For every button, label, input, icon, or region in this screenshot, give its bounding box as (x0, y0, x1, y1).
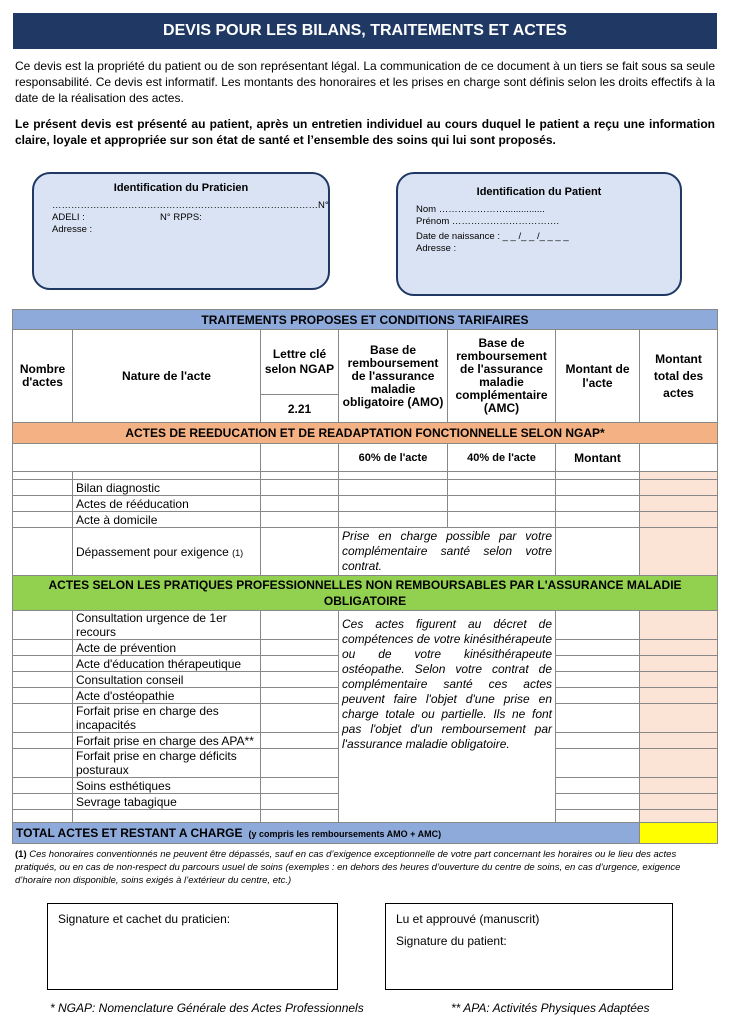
acte-count-input[interactable] (13, 480, 73, 496)
praticien-signature-box[interactable] (47, 903, 338, 990)
lettre-cell[interactable] (261, 672, 339, 688)
section-non-remboursable-rows (13, 611, 718, 823)
montant-cell[interactable] (556, 611, 640, 640)
table-row (13, 611, 718, 640)
lettre-cell[interactable] (261, 810, 339, 823)
footnote-text: Ces honoraires conventionnés ne peuvent être dépassés, sauf en cas d’exigence exceptionnelle de votre part concernant les horaires ou le lieu des actes pratiqués, ou en cas de non-respect du parcours usuel de soins (exemples : en dehors des heures d’ouverture du centre de soins, en cas d’urgence, exigence d’horaire non disponible, soins exigés à l’extérieur du centre, etc.) (15, 849, 681, 886)
tarif-table (12, 309, 718, 844)
patient-nom-field[interactable]: Nom …………………............... (416, 204, 545, 215)
total-cell[interactable] (640, 778, 718, 794)
intro-paragraph: Ce devis est la propriété du patient ou de son représentant légal. La communication de ce document à un tiers se fait sous sa seule responsabilité. Ce devis est informatif. Les montants des honoraires et les prises en charge sont définis selon les droits effectifs à la date de la réalisation des actes. (15, 59, 715, 105)
spacer-cell (261, 472, 339, 480)
acte-count-input[interactable] (13, 640, 73, 656)
col-amo-header: Base de remboursement de l'assurance maladie obligatoire (AMO) (339, 330, 448, 423)
acte-label: Forfait prise en charge des incapacités (73, 704, 261, 733)
acte-label: Soins esthétiques (73, 778, 261, 794)
patient-box-title: Identification du Patient (476, 186, 602, 198)
acte-label: Forfait prise en charge des APA** (73, 733, 261, 749)
montant-cell[interactable] (556, 656, 640, 672)
table-header: TRAITEMENTS PROPOSES ET CONDITIONS TARIFAIRES (13, 310, 718, 330)
col-total-header: Montant total des actes (640, 330, 718, 423)
lettre-cle-value: 2.21 (261, 395, 339, 423)
lettre-cell[interactable] (261, 688, 339, 704)
amo-cell[interactable] (339, 512, 448, 528)
depassement-montant-cell[interactable] (556, 528, 640, 576)
pct-amo-label: 60% de l'acte (339, 444, 448, 472)
acte-count-input[interactable] (13, 512, 73, 528)
col-nombre-header: Nombre d'actes (13, 330, 73, 423)
total-cell[interactable] (640, 512, 718, 528)
lettre-cell[interactable] (261, 749, 339, 778)
patient-approval-label: Lu et approuvé (manuscrit) (396, 912, 540, 926)
depassement-text: Dépassement pour exigence (76, 544, 229, 559)
total-label-cell (13, 823, 640, 844)
acte-count-input[interactable] (13, 688, 73, 704)
acte-label: Acte d'ostéopathie (73, 688, 261, 704)
spacer-cell (73, 472, 261, 480)
amc-cell[interactable] (448, 480, 556, 496)
acte-label: Sevrage tabagique (73, 794, 261, 810)
patient-signature-box[interactable] (385, 903, 673, 990)
lettre-cell[interactable] (261, 512, 339, 528)
total-cell[interactable] (640, 640, 718, 656)
table-row (13, 480, 718, 496)
lettre-cell[interactable] (261, 794, 339, 810)
montant-cell[interactable] (556, 810, 640, 823)
acte-label: Acte de prévention (73, 640, 261, 656)
col-lettre-header: Lettre clé selon NGAP (261, 330, 339, 395)
lettre-cell[interactable] (261, 611, 339, 640)
acte-label: Acte à domicile (73, 512, 261, 528)
ngap-definition: * NGAP: Nomenclature Générale des Actes Professionnels (50, 1001, 364, 1015)
acte-label: Forfait prise en charge déficits posturaux (73, 749, 261, 778)
sub-header-empty-lettre (261, 444, 339, 472)
sub-header-empty (13, 444, 261, 472)
acte-label: Consultation urgence de 1er recours (73, 611, 261, 640)
document-title: DEVIS POUR LES BILANS, TRAITEMENTS ET ACTES (13, 13, 717, 49)
praticien-ids-line (52, 212, 310, 224)
total-sublabel: (y compris les remboursements AMO + AMC) (248, 829, 442, 839)
montant-cell[interactable] (556, 704, 640, 733)
spacer-cell (448, 472, 556, 480)
praticien-box-title: Identification du Praticien (113, 182, 249, 194)
section-reeducation-header: ACTES DE REEDUCATION ET DE READAPTATION FONCTIONNELLE SELON NGAP* (13, 423, 718, 444)
depassement-count-input[interactable] (13, 528, 73, 576)
section-non-remboursable-header: ACTES SELON LES PRATIQUES PROFESSIONNELLES NON REMBOURSABLES PAR L'ASSURANCE MALADIE OBLIGATOIRE (13, 576, 718, 611)
patient-birthdate-field[interactable]: Date de naissance : _ _ /_ _ /_ _ _ _ (416, 231, 569, 242)
lettre-cell[interactable] (261, 733, 339, 749)
praticien-name-line[interactable]: …………………………………………………………………………N° (52, 200, 329, 211)
table-row (13, 512, 718, 528)
total-cell[interactable] (640, 704, 718, 733)
total-cell[interactable] (640, 749, 718, 778)
praticien-identification-box (32, 172, 330, 290)
total-cell[interactable] (640, 480, 718, 496)
total-cell[interactable] (640, 656, 718, 672)
amo-cell[interactable] (339, 480, 448, 496)
notice-paragraph: Le présent devis est présenté au patient, après un entretien individuel au cours duquel le patient a reçu une information claire, loyale et appropriée sur son état de santé et l’ensemble des soins qui lui sont proposés. (15, 117, 715, 147)
praticien-address-label: Adresse : (52, 224, 93, 235)
montant-cell[interactable] (556, 733, 640, 749)
acte-label: Acte d'éducation thérapeutique (73, 656, 261, 672)
acte-count-input[interactable] (13, 794, 73, 810)
total-cell[interactable] (640, 672, 718, 688)
lettre-cell[interactable] (261, 640, 339, 656)
col-nature-header: Nature de l'acte (73, 330, 261, 423)
depassement-lettre-cell[interactable] (261, 528, 339, 576)
montant-cell[interactable] (556, 496, 640, 512)
lettre-cell[interactable] (261, 656, 339, 672)
patient-signature-label: Signature du patient: (396, 934, 507, 948)
total-cell[interactable] (640, 810, 718, 823)
footnote-ref: (1) (15, 849, 27, 860)
spacer-cell (640, 472, 718, 480)
patient-prenom-field[interactable]: Prénom ……………………………. (416, 216, 560, 227)
montant-cell[interactable] (556, 688, 640, 704)
acte-count-input[interactable] (13, 611, 73, 640)
depassement-note: Prise en charge possible par votre complémentaire santé selon votre contrat. (339, 528, 556, 576)
acte-label: Bilan diagnostic (73, 480, 261, 496)
spacer-cell (339, 472, 448, 480)
total-label: TOTAL ACTES ET RESTANT A CHARGE (16, 826, 243, 840)
table-row (13, 496, 718, 512)
lettre-cell[interactable] (261, 704, 339, 733)
montant-label: Montant (556, 444, 640, 472)
pct-amc-label: 40% de l'acte (448, 444, 556, 472)
depassement-ref: (1) (232, 547, 244, 558)
patient-identification-box (396, 172, 682, 296)
spacer-cell (13, 472, 73, 480)
section-reeducation-rows (13, 480, 718, 528)
spacer-cell (556, 472, 640, 480)
acte-count-input[interactable] (13, 810, 73, 823)
section2-note: Ces actes figurent au décret de compétences de votre kinésithérapeute ou de votre kinésithérapeute ostéopathe. Selon votre contrat de complémentaire santé ces actes peuvent faire l'objet d'une prise en charge totale ou partielle. Ils ne font pas l'objet d'un remboursement par l'assurance maladie obligatoire. (339, 611, 556, 823)
praticien-signature-label: Signature et cachet du praticien: (58, 912, 231, 926)
montant-cell[interactable] (556, 672, 640, 688)
adeli-label: ADELI : (52, 212, 85, 223)
lettre-cell[interactable] (261, 778, 339, 794)
patient-address-label: Adresse : (416, 243, 457, 254)
montant-cell[interactable] (556, 480, 640, 496)
total-cell[interactable] (640, 688, 718, 704)
amc-cell[interactable] (448, 512, 556, 528)
montant-cell[interactable] (556, 512, 640, 528)
amo-cell[interactable] (339, 496, 448, 512)
acte-count-input[interactable] (13, 749, 73, 778)
sub-header-empty-total (640, 444, 718, 472)
rpps-label: N° RPPS: (160, 212, 202, 223)
apa-definition: ** APA: Activités Physiques Adaptées (451, 1001, 650, 1015)
grand-total-cell[interactable] (640, 823, 718, 844)
acte-count-input[interactable] (13, 778, 73, 794)
acte-label: Consultation conseil (73, 672, 261, 688)
montant-cell[interactable] (556, 640, 640, 656)
lettre-cell[interactable] (261, 496, 339, 512)
total-cell[interactable] (640, 733, 718, 749)
lettre-cell[interactable] (261, 480, 339, 496)
montant-cell[interactable] (556, 794, 640, 810)
acte-count-input[interactable] (13, 496, 73, 512)
col-montant-header: Montant de l'acte (556, 330, 640, 423)
total-cell[interactable] (640, 794, 718, 810)
depassement-label (73, 528, 261, 576)
acte-count-input[interactable] (13, 656, 73, 672)
footnote (15, 848, 715, 887)
amc-cell[interactable] (448, 496, 556, 512)
total-cell[interactable] (640, 611, 718, 640)
acte-count-input[interactable] (13, 704, 73, 733)
col-amc-header: Base de remboursement de l'assurance maladie complémentaire (AMC) (448, 330, 556, 423)
acte-count-input[interactable] (13, 733, 73, 749)
acte-count-input[interactable] (13, 672, 73, 688)
total-cell[interactable] (640, 496, 718, 512)
montant-cell[interactable] (556, 749, 640, 778)
montant-cell[interactable] (556, 778, 640, 794)
acte-label: Actes de rééducation (73, 496, 261, 512)
depassement-total-cell[interactable] (640, 528, 718, 576)
acte-label (73, 810, 261, 823)
